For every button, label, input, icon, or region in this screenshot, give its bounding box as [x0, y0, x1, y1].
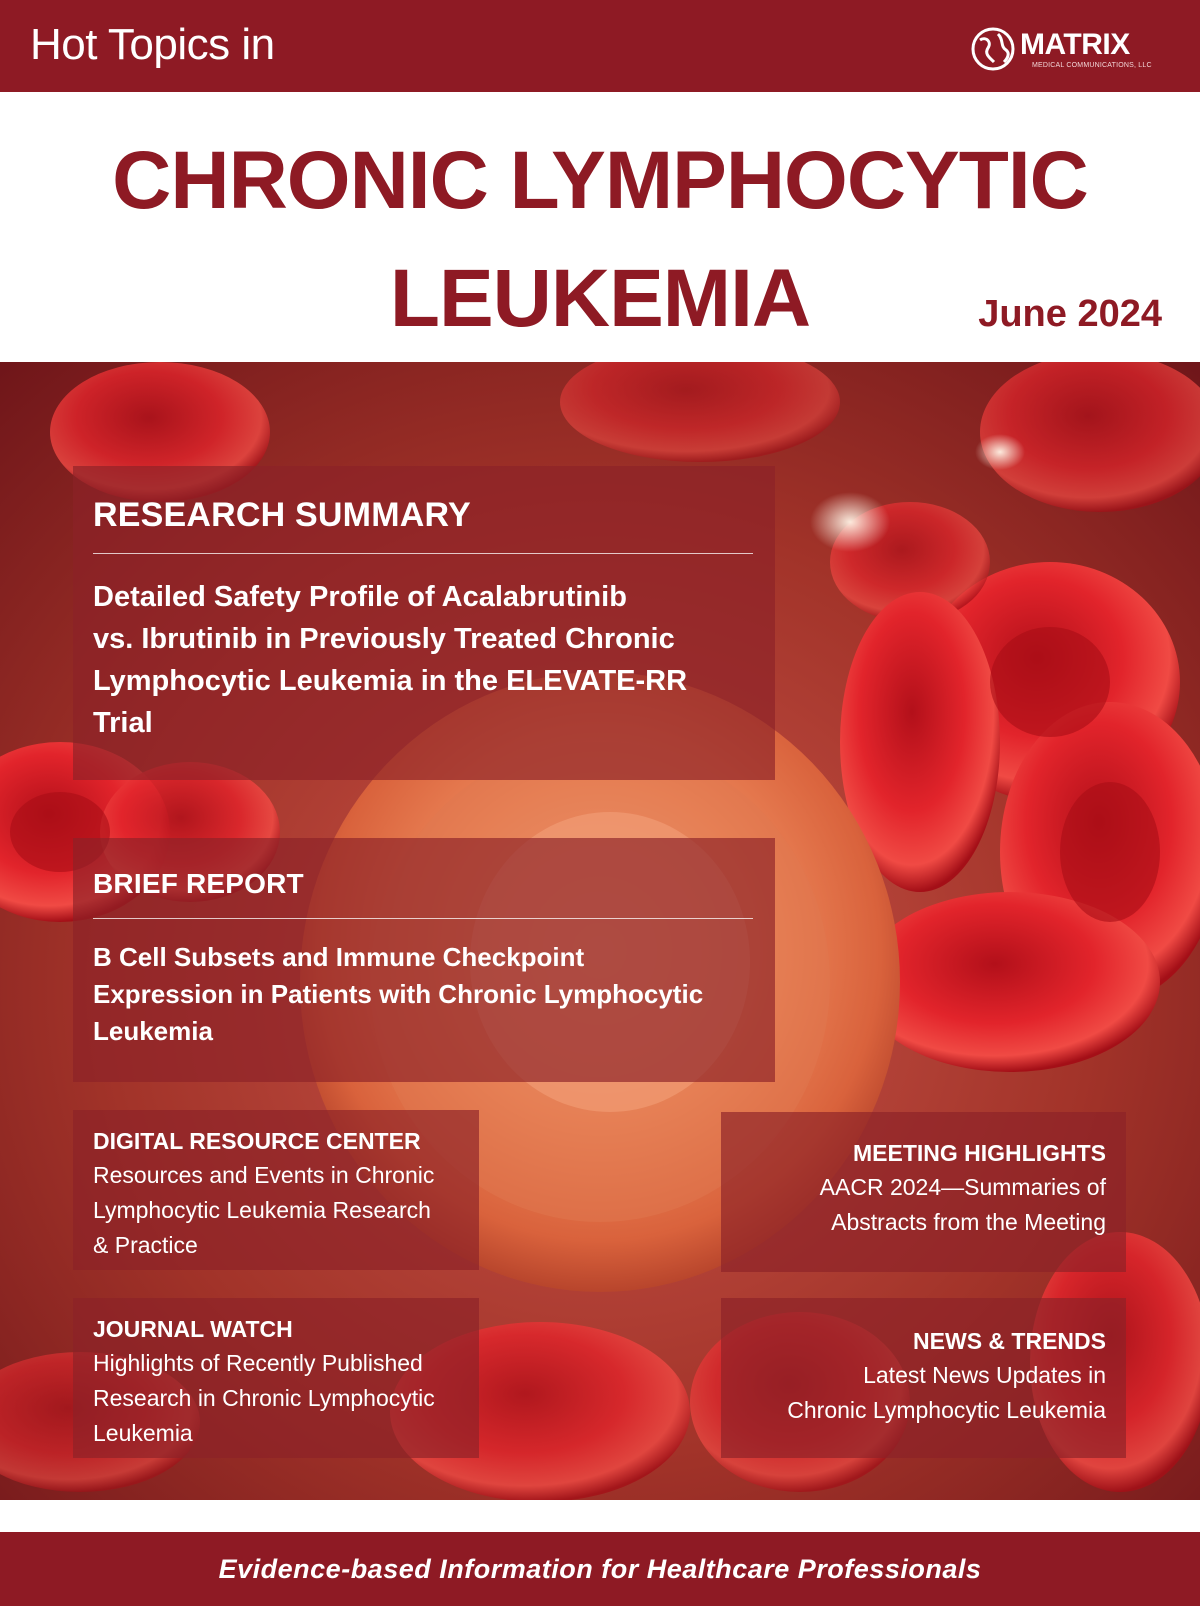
brief-report-title-line: B Cell Subsets and Immune Checkpoint — [93, 942, 585, 972]
brief-report-divider — [93, 918, 753, 919]
digital-resource-center-heading: DIGITAL RESOURCE CENTER — [93, 1128, 421, 1154]
meeting-highlights-text — [741, 1170, 1106, 1240]
footer-tagline: Evidence-based Information for Healthcare Professionals — [0, 1532, 1200, 1606]
publisher-logo[interactable] — [970, 22, 1170, 76]
cover-title-line-1: CHRONIC LYMPHOCYTIC — [112, 135, 1088, 226]
cover-title-line-2: LEUKEMIA — [389, 253, 811, 344]
brief-report-title-line: Expression in Patients with Chronic Lymphocytic — [93, 979, 704, 1009]
digital-resource-center-text — [93, 1158, 459, 1263]
news-trends-heading: NEWS & TRENDS — [913, 1328, 1106, 1354]
research-summary-panel[interactable] — [73, 466, 775, 780]
digital-resource-center-line: & Practice — [93, 1232, 198, 1258]
journal-watch-heading: JOURNAL WATCH — [93, 1316, 293, 1342]
journal-watch-text — [93, 1346, 459, 1451]
brief-report-panel[interactable] — [73, 838, 775, 1082]
globe-icon — [970, 26, 1016, 72]
meeting-highlights-line: Abstracts from the Meeting — [831, 1209, 1106, 1235]
logo-subtitle: MEDICAL COMMUNICATIONS, LLC — [1032, 62, 1152, 69]
digital-resource-center-panel[interactable] — [73, 1110, 479, 1270]
digital-resource-center-line: Lymphocytic Leukemia Research — [93, 1197, 431, 1223]
research-summary-divider — [93, 553, 753, 554]
news-trends-panel[interactable] — [721, 1298, 1126, 1458]
journal-watch-panel[interactable] — [73, 1298, 479, 1458]
journal-watch-line: Highlights of Recently Published — [93, 1350, 423, 1376]
brief-report-heading: BRIEF REPORT — [93, 868, 304, 899]
header-bar — [0, 0, 1200, 92]
research-summary-title[interactable] — [93, 576, 755, 744]
meeting-highlights-panel[interactable] — [721, 1112, 1126, 1272]
meeting-highlights-heading: MEETING HIGHLIGHTS — [853, 1140, 1106, 1166]
issue-date: June 2024 — [978, 293, 1162, 335]
research-summary-title-line: Lymphocytic Leukemia in the ELEVATE-RR — [93, 665, 688, 697]
series-title: Hot Topics in — [30, 20, 275, 69]
news-trends-line: Latest News Updates in — [863, 1362, 1106, 1388]
brief-report-title-line: Leukemia — [93, 1016, 213, 1046]
brief-report-title[interactable] — [93, 939, 755, 1050]
research-summary-title-line: Detailed Safety Profile of Acalabrutinib — [93, 581, 627, 613]
journal-watch-line: Leukemia — [93, 1420, 193, 1446]
digital-resource-center-line: Resources and Events in Chronic — [93, 1162, 435, 1188]
journal-watch-line: Research in Chronic Lymphocytic — [93, 1385, 435, 1411]
news-trends-text — [741, 1358, 1106, 1428]
footer-spacer — [0, 1500, 1200, 1532]
news-trends-line: Chronic Lymphocytic Leukemia — [787, 1397, 1106, 1423]
meeting-highlights-line: AACR 2024—Summaries of — [819, 1174, 1106, 1200]
research-summary-title-line: vs. Ibrutinib in Previously Treated Chronic — [93, 623, 675, 655]
logo-name: MATRIX — [1020, 28, 1130, 61]
research-summary-heading: RESEARCH SUMMARY — [93, 496, 471, 534]
research-summary-title-line: Trial — [93, 707, 153, 739]
